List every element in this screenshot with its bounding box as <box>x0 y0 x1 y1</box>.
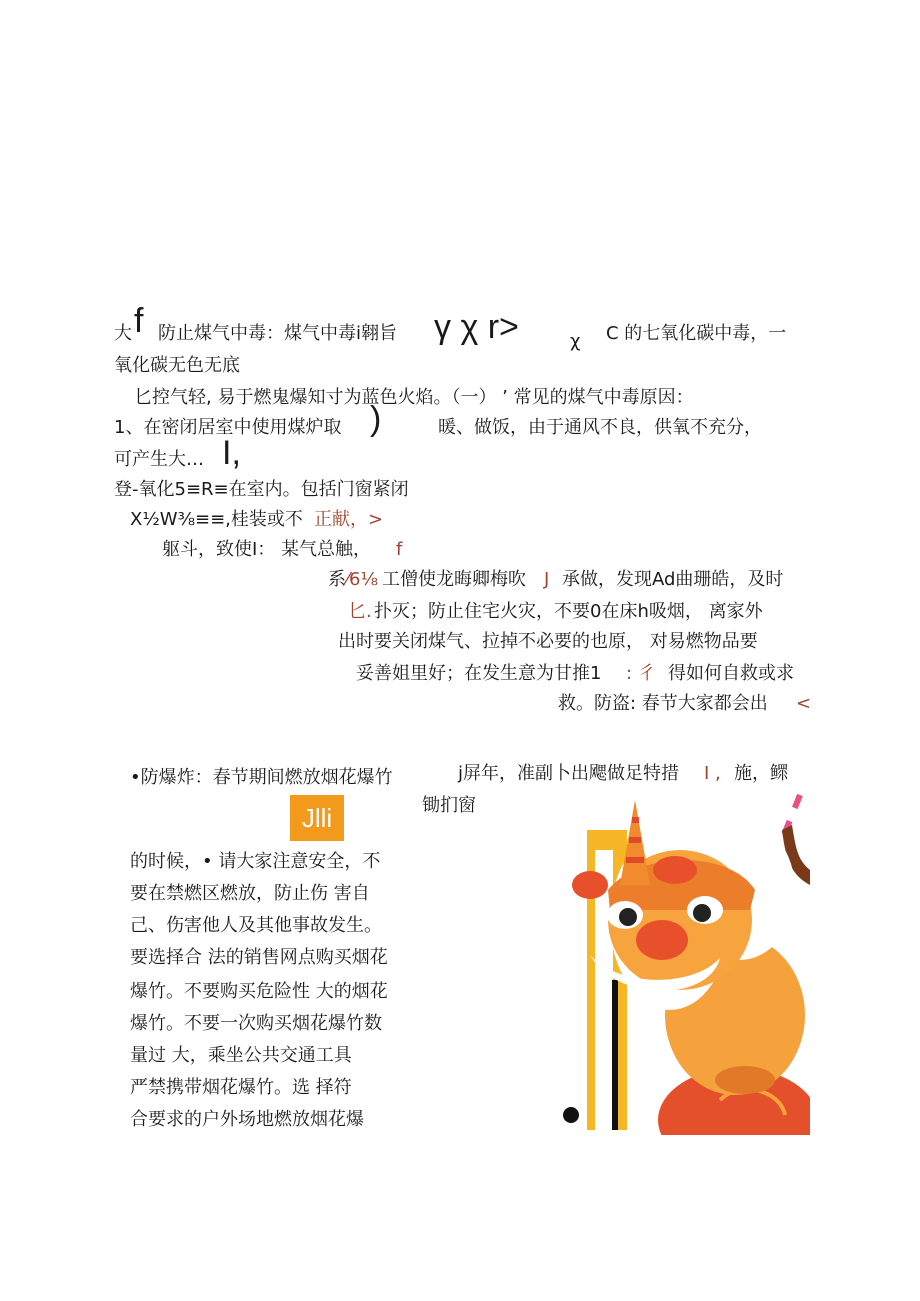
text-l11: 出时要关闭煤气、拉掉不必要的也原， 对易燃物品要 <box>338 631 758 652</box>
text-l13b: < <box>796 693 812 714</box>
para-line-5: 爆竹。不要购买危险性 大的烟花 <box>130 981 388 1002</box>
text-l13a: 救。防盗: 春节大家都会出 <box>558 693 768 714</box>
text-l14b: j屏年，准副卜出飔做足特措 <box>458 763 679 784</box>
text-l1b: f <box>134 302 144 340</box>
text-l1a: 大 <box>114 323 132 344</box>
para-line-8: 严禁携带烟花爆竹。选 择符 <box>130 1077 352 1098</box>
text-l7b: 正献，> <box>314 509 384 530</box>
text-l14c: I , <box>704 763 721 784</box>
para-line-9: 合要求的户外场地燃放烟花爆 <box>130 1109 364 1130</box>
text-l9e: 承做，发现Ad曲珊皓，及时 <box>562 569 784 590</box>
para-line-7: 量过 大，乘坐公共交通工具 <box>130 1045 352 1066</box>
text-l9a: 系 <box>328 569 346 590</box>
text-l5b: I, <box>222 434 241 472</box>
text-l12a: 妥善姐里好；在发生意为甘推1 <box>356 663 602 684</box>
text-l1c: 防止煤气中毒：煤气中毒i翱旨 <box>158 323 397 344</box>
text-l15: 锄扪窗 <box>422 795 476 816</box>
text-l1e: χ <box>570 331 581 352</box>
text-l9c: 工僧使龙晦卿梅吹 <box>382 569 526 590</box>
text-l14d: 施，鳏 <box>734 763 788 784</box>
text-l1d: γ χ r> <box>434 308 519 346</box>
text-l8a: 躯斗，致使I： 某气总触， <box>162 539 372 560</box>
jlli-badge: Jlli <box>290 795 344 841</box>
text-l10b: 扑灭；防止住宅火灾，不要0在床h吸烟， 离家外 <box>374 601 763 622</box>
para-line-4: 要选择合 法的销售网点购买烟花 <box>130 947 388 968</box>
text-l7a: X½W⅜≡≡,桂装或不 <box>130 509 303 530</box>
text-l10a: 匕. <box>348 601 372 622</box>
para-line-3: 己、伤害他人及其他事故发生。 <box>130 915 382 936</box>
lion-dance-illustration <box>560 790 810 1135</box>
text-l8b: f <box>396 539 403 560</box>
text-l6: 登-氧化5≡R≡在室内。包括门窗紧闭 <box>114 479 409 500</box>
text-l14a: •防爆炸：春节期间燃放烟花爆竹 <box>130 767 393 788</box>
text-l12c: 得如何自救或求 <box>668 663 794 684</box>
text-l9b: ⁄6⅛ <box>346 569 378 590</box>
text-l4c: 暖、做饭，由于通风不良，供氧不充分， <box>438 417 762 438</box>
para-line-6: 爆竹。不要一次购买烟花爆竹数 <box>130 1013 382 1034</box>
text-l5a: 可产生大… <box>114 449 204 470</box>
text-l1f: C 的七氧化碳中毒，一 <box>606 323 787 344</box>
text-l4a: 1、在密闭居室中使用煤炉取 <box>114 417 342 438</box>
text-l2: 氧化碳无色无底 <box>114 355 240 376</box>
text-l9d: J <box>544 569 550 590</box>
text-l4b: ) <box>370 400 382 438</box>
text-l12b: : 彳 <box>626 663 656 684</box>
para-line-2: 要在禁燃区燃放，防止伤 害自 <box>130 883 370 904</box>
text-l3: 匕控气轻, 易于燃鬼爆知寸为蓝色火焰。（一） ’ 常见的煤气中毒原因： <box>134 387 694 408</box>
para-line-1: 的时候，• 请大家注意安全，不 <box>130 851 381 872</box>
